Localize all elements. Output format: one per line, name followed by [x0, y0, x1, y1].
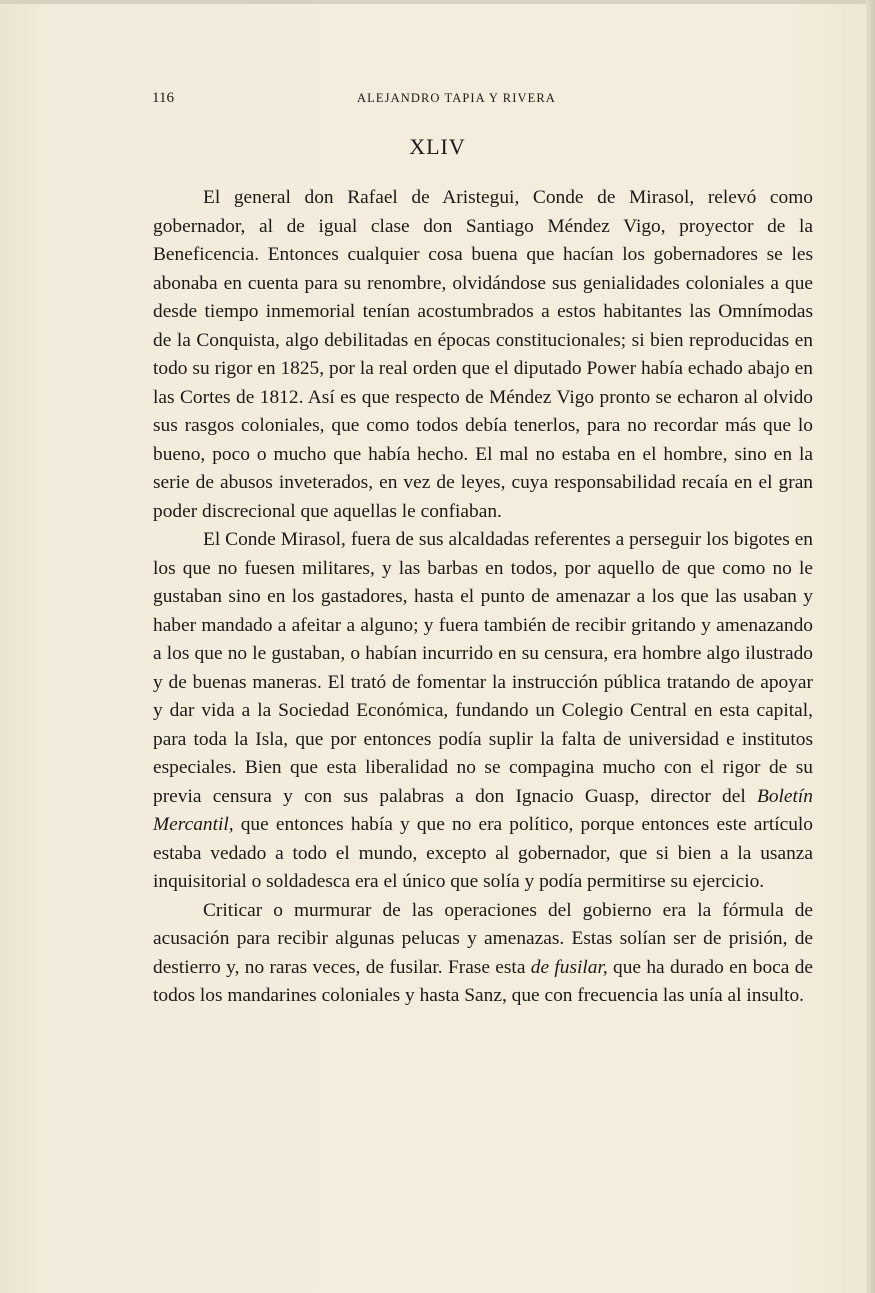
page-top-edge — [0, 0, 875, 4]
running-title: ALEJANDRO TAPIA Y RIVERA — [357, 91, 556, 105]
paragraph-3-part-1: Criticar o murmurar de las operaciones del gobierno era la fórmula de acusación para recibir algunas pelucas y amenazas. Estas solían ser de prisión, de destierro y, no raras veces, de fusilar. Frase esta — [153, 899, 813, 978]
paragraph-3-part-2: que ha durado en boca de todos los mandarines coloniales y hasta Sanz, que con frecuencia las unía al insulto. — [153, 956, 813, 1006]
chapter-heading: XLIV — [409, 134, 466, 159]
paragraph-2-part-1: El Conde Mirasol, fuera de sus alcaldadas referentes a perseguir los bigotes en los que no fuesen militares, y las barbas en todos, por aquello de que como no le gustaban sino en los gastadores, hasta el punto de amenazar a los que las usaban y haber mandado a afeitar a alguno; y fuera también de recibir gritando y amenazando a los que no le gustaban, o habían incurrido en su censura, era hombre algo ilustrado y de buenas maneras. El trató de fomentar la instrucción pública tratando de apoyar y dar vida a la Sociedad Económica, fundando un Colegio Central en esta capital, para toda la Isla, que por entonces podía suplir la falta de universidad e institutos especiales. Bien que esta liberalidad no se compagina mucho con el rigor de su previa censura y con sus palabras a don Ignacio Guasp, director del — [153, 529, 813, 807]
page-number: 116 — [152, 90, 174, 106]
paragraph-2-part-2: que entonces había y que no era político, porque entonces este artículo estaba vedado a todo el mundo, excepto al gobernador, que si bien a la usanza inquisitorial o soldadesca era el único que solía y podía permitirse su ejercicio. — [153, 814, 813, 892]
italic-phrase: de fusilar, — [530, 956, 608, 978]
paragraph-2 — [153, 526, 813, 897]
paragraph-1: El general don Rafael de Aristegui, Conde de Mirasol, relevó como gobernador, al de igual clase don Santiago Méndez Vigo, proyector de la Beneficencia. Entonces cualquier cosa buena que hacían los gobernadores se les abonaba en cuenta para su renombre, olvidándose sus genialidades coloniales a que desde tiempo inmemorial tenían acostumbrados a estos habitantes las Omnímodas de la Conquista, algo debilitadas en épocas constitucionales; si bien reproducidas en todo su rigor en 1825, por la real orden que el diputado Power había echado abajo en las Cortes de 1812. Así es que respecto de Méndez Vigo pronto se echaron al olvido sus rasgos coloniales, que como todos debía tenerlos, para no recordar más que lo bueno, poco o mucho que había hecho. El mal no estaba en el hombre, sino en la serie de abusos inveterados, en vez de leyes, cuya responsabilidad recaía en el gran poder discrecional que aquellas le confiaban. — [153, 187, 813, 522]
body-text — [153, 184, 813, 1011]
running-header — [152, 90, 812, 112]
italic-newspaper-title: Boletín Mercantil, — [153, 785, 813, 835]
page-right-edge — [866, 0, 875, 1293]
paragraph-3 — [153, 897, 813, 1011]
